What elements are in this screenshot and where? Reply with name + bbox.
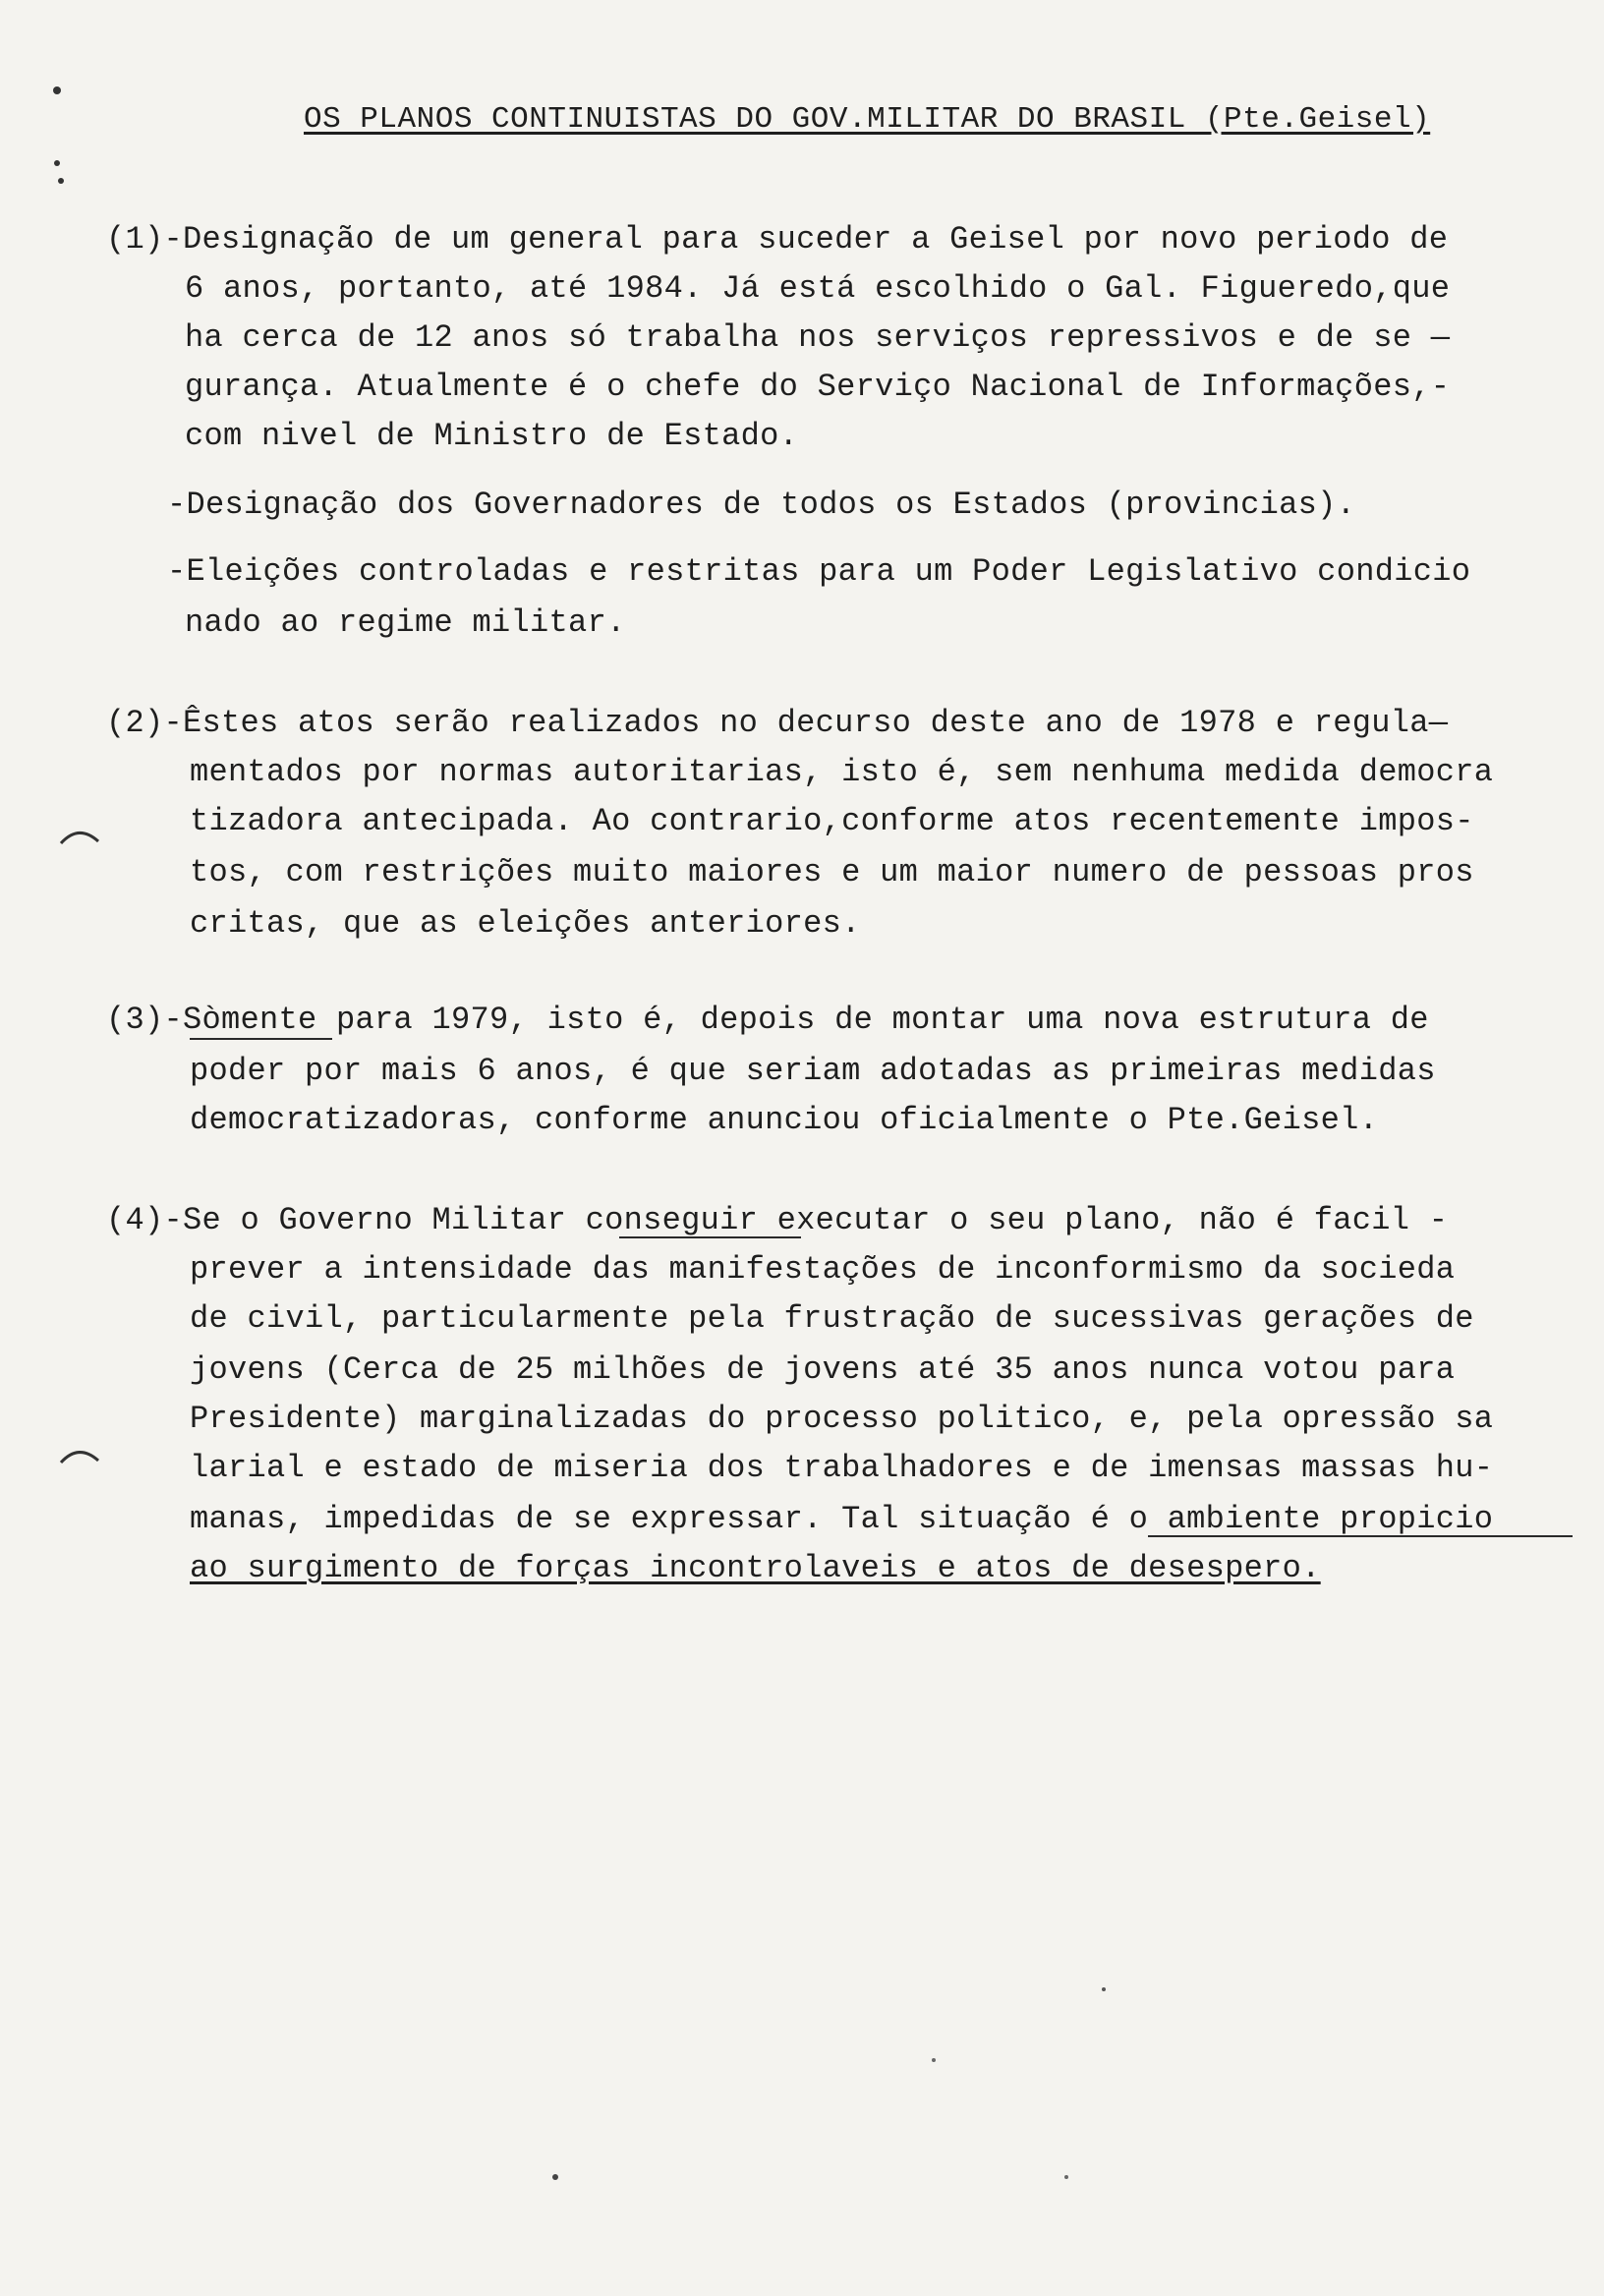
margin-arc-mark-2 xyxy=(61,1452,98,1463)
paragraph-2-line-5: critas, que as eleições anteriores. xyxy=(190,905,861,942)
paragraph-4-line-7: manas, impedidas de se expressar. Tal situação é o ambiente propicio xyxy=(190,1501,1494,1537)
paragraph-1b-line-1: -Designação dos Governadores de todos os Estados (provincias). xyxy=(167,487,1356,523)
paragraph-1-line-1: (1)-Designação de um general para suceder a Geisel por novo periodo de xyxy=(106,221,1449,258)
paragraph-2-line-1: (2)-Êstes atos serão realizados no decurso deste ano de 1978 e regula— xyxy=(106,705,1449,741)
paragraph-4-line-5: Presidente) marginalizadas do processo politico, e, pela opressão sa xyxy=(190,1401,1494,1437)
margin-arc-mark-1 xyxy=(61,832,98,843)
document-title: OS PLANOS CONTINUISTAS DO GOV.MILITAR DO BRASIL (Pte.Geisel) xyxy=(304,102,1431,137)
paragraph-1-line-2: 6 anos, portanto, até 1984. Já está escolhido o Gal. Figueredo,que xyxy=(185,270,1451,307)
paragraph-2-line-4: tos, com restrições muito maiores e um maior numero de pessoas pros xyxy=(190,854,1474,890)
paragraph-2-line-3: tizadora antecipada. Ao contrario,conforme atos recentemente impos- xyxy=(190,803,1474,839)
paragraph-1c-line-1: -Eleições controladas e restritas para um Poder Legislativo condicio xyxy=(167,553,1471,590)
paragraph-4-line-3: de civil, particularmente pela frustração de sucessivas gerações de xyxy=(190,1300,1474,1337)
paragraph-3-line-1: (3)-Sòmente para 1979, isto é, depois de montar uma nova estrutura de xyxy=(106,1002,1429,1038)
paragraph-4-line-1: (4)-Se o Governo Militar conseguir executar o seu plano, não é facil - xyxy=(106,1202,1449,1238)
paragraph-1c-line-2: nado ao regime militar. xyxy=(185,604,626,641)
paragraph-4-line-2: prever a intensidade das manifestações de inconformismo da socieda xyxy=(190,1251,1456,1288)
punch-mark-2 xyxy=(54,160,60,166)
paragraph-3-line-2: poder por mais 6 anos, é que seriam adotadas as primeiras medidas xyxy=(190,1053,1436,1089)
paragraph-1-line-5: com nivel de Ministro de Estado. xyxy=(185,418,799,454)
punch-mark-3 xyxy=(58,178,64,184)
paragraph-1-line-4: gurança. Atualmente é o chefe do Serviço Nacional de Informações,- xyxy=(185,369,1451,405)
paragraph-3-line-3: democratizadoras, conforme anunciou oficialmente o Pte.Geisel. xyxy=(190,1102,1379,1138)
paragraph-4-line-6: larial e estado de miseria dos trabalhadores e de imensas massas hu- xyxy=(190,1450,1494,1486)
paragraph-2-line-2: mentados por normas autoritarias, isto é, sem nenhuma medida democra xyxy=(190,754,1494,790)
speck-4 xyxy=(1064,2175,1068,2179)
speck-2 xyxy=(1102,1987,1106,1991)
paragraph-4-line-4: jovens (Cerca de 25 milhões de jovens até 35 anos nunca votou para xyxy=(190,1351,1456,1388)
speck-1 xyxy=(552,2174,558,2180)
punch-mark-1 xyxy=(53,86,61,94)
paragraph-1-line-3: ha cerca de 12 anos só trabalha nos serviços repressivos e de se — xyxy=(185,319,1451,356)
speck-3 xyxy=(932,2058,936,2062)
paragraph-4-line-8: ao surgimento de forças incontrolaveis e atos de desespero. xyxy=(190,1550,1321,1586)
